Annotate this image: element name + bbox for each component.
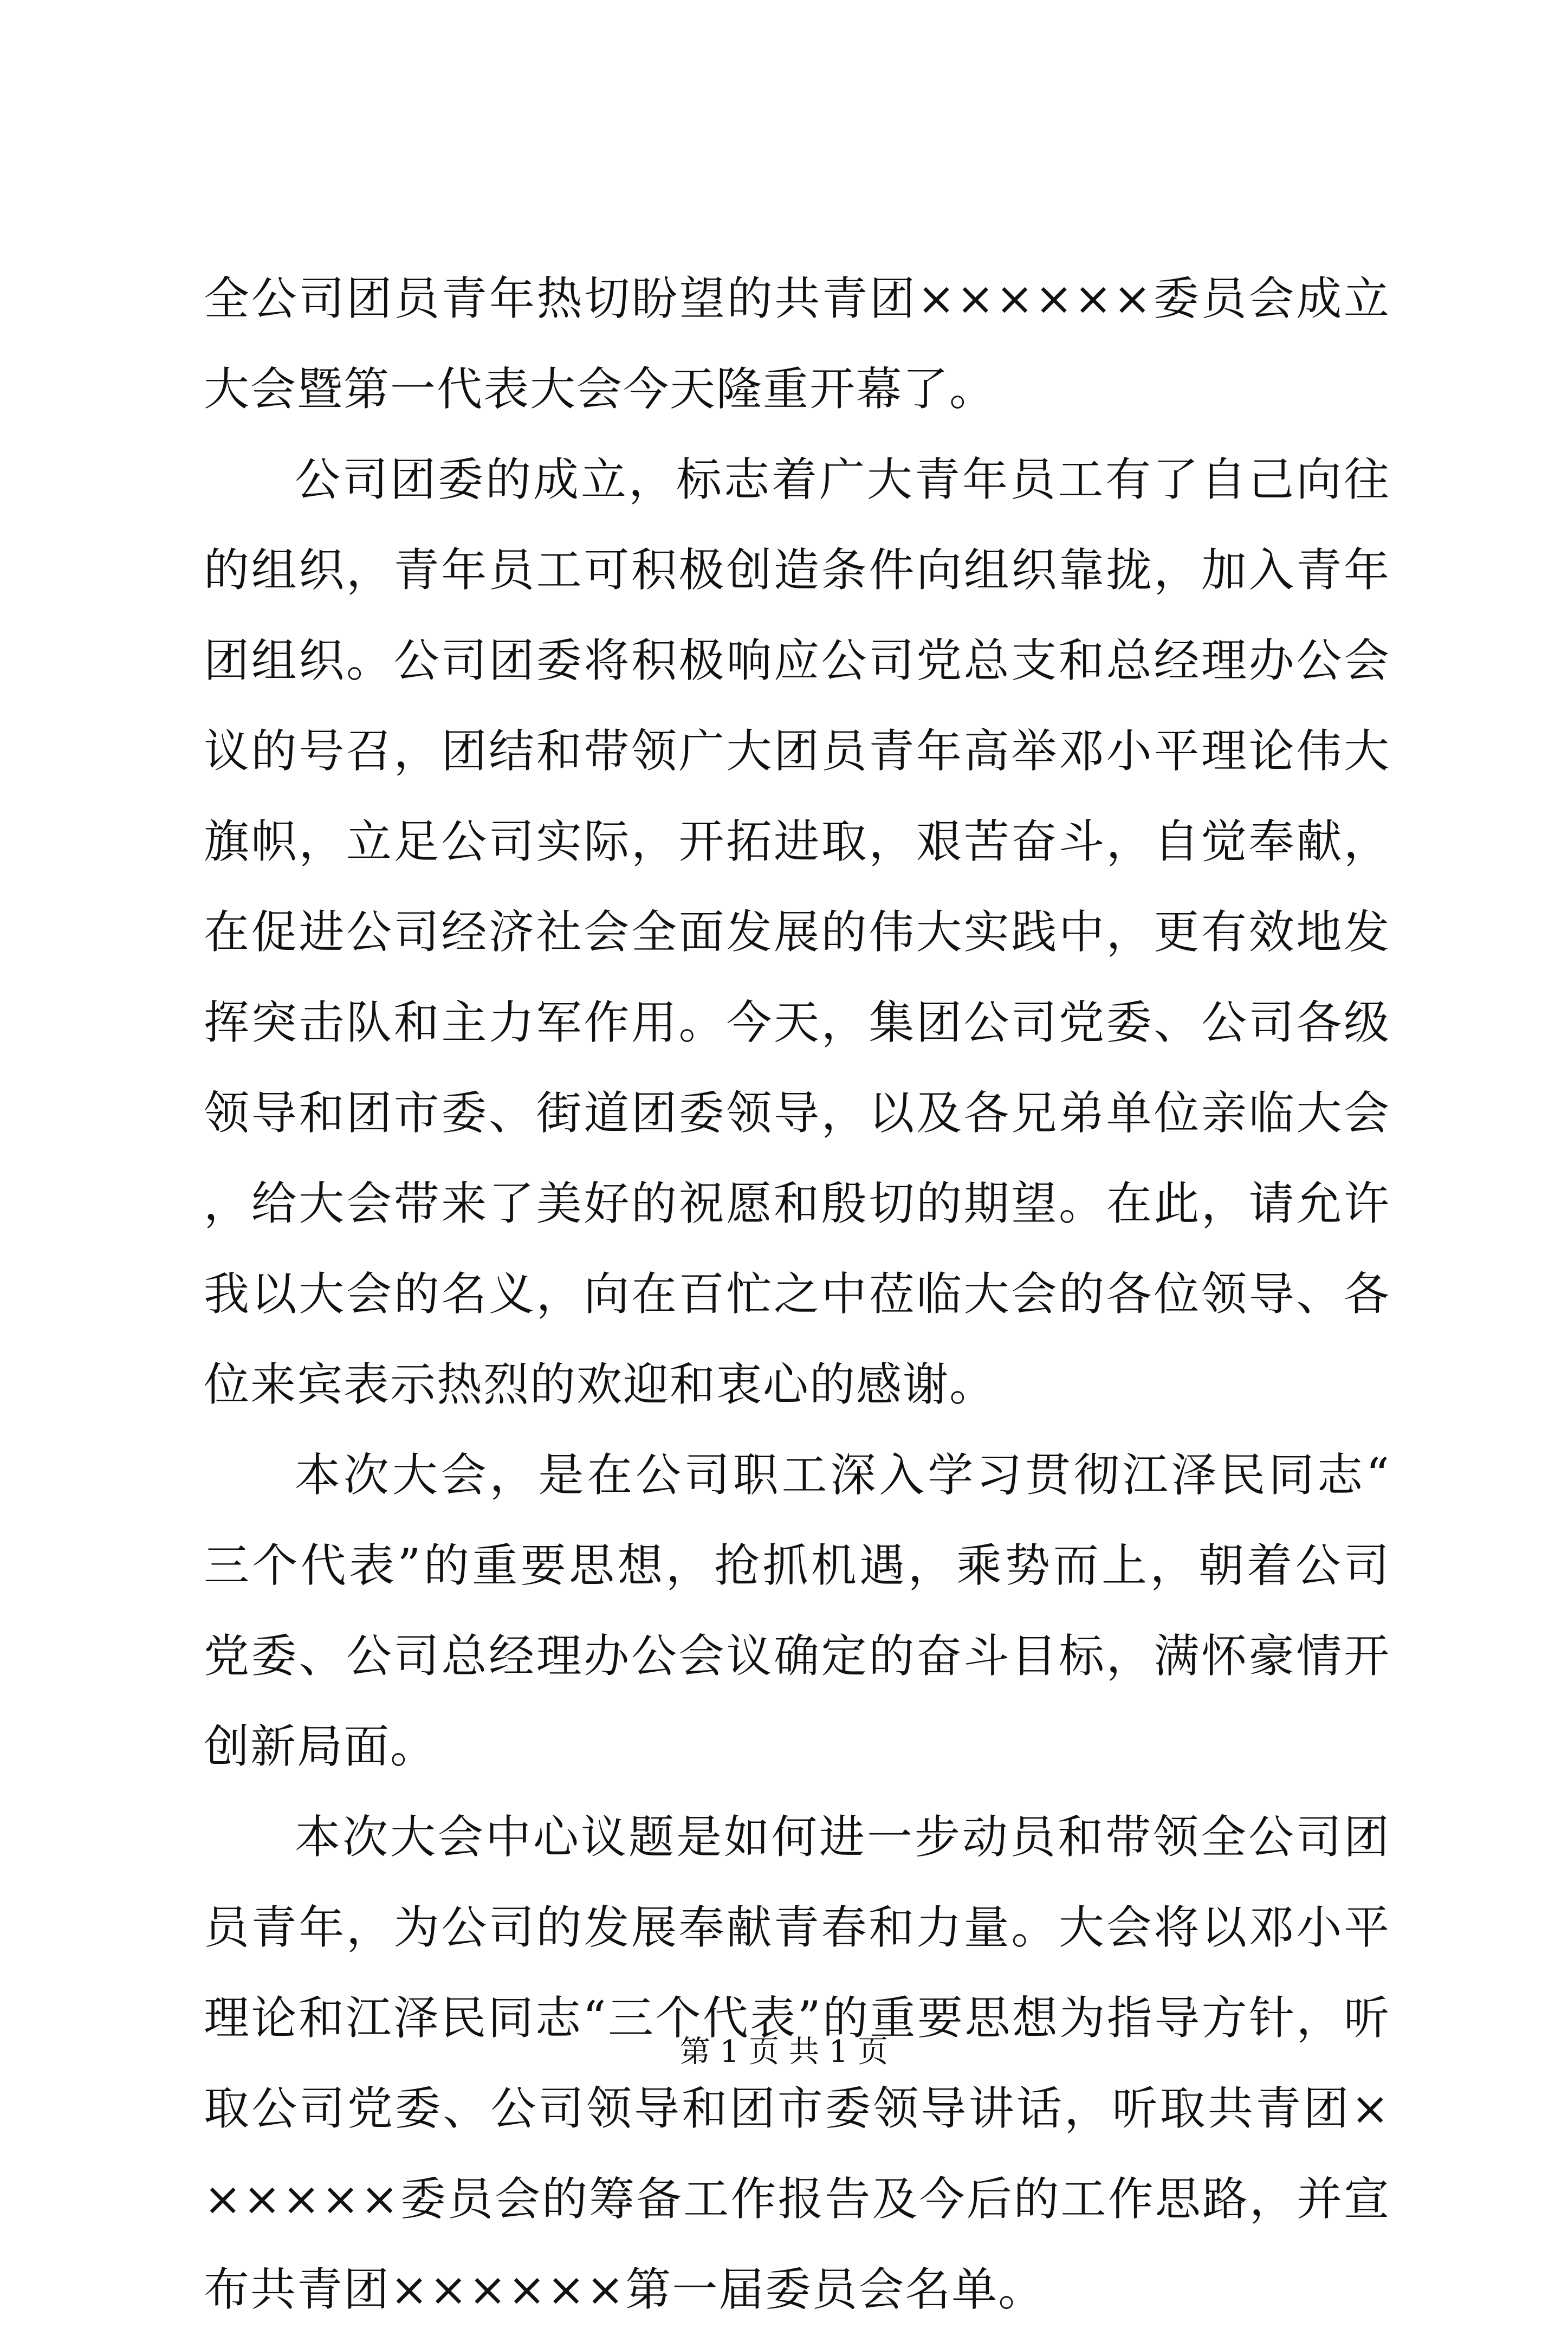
paragraph-committee-founding: 公司团委的成立，标志着广大青年员工有了自己向往的组织，青年员工可积极创造条件向组织靠拢，加入青年团组织。公司团委将积极响应公司党总支和总经理办公会议的号召，团结和带领广大团员青年高举邓小平理论伟大旗帜，立足公司实际，开拓进取，艰苦奋斗，自觉奉献，在促进公司经济社会全面发展的伟大实践中，更有效地发挥突击队和主力军作用。今天，集团公司党委、公司各级领导和团市委、街道团委领导，以及各兄弟单位亲临大会，给大会带来了美好的祝愿和殷切的期望。在此，请允许我以大会的名义，向在百忙之中莅临大会的各位领导、各位来宾表示热烈的欢迎和衷心的感谢。 xyxy=(204,453,1390,1411)
page-number-footer: 第 1 页 共 1 页 xyxy=(679,2034,889,2069)
document-body xyxy=(204,254,1390,2335)
paragraph-opening: 全公司团员青年热切盼望的共青团××××××委员会成立大会暨第一代表大会今天隆重开幕了。 xyxy=(204,272,1390,416)
paragraph-meeting-context: 本次大会，是在公司职工深入学习贯彻江泽民同志“三个代表”的重要思想，抢抓机遇，乘势而上，朝着公司党委、公司总经理办公会议确定的奋斗目标，满怀豪情开创新局面。 xyxy=(204,1448,1390,1773)
paragraph-meeting-agenda: 本次大会中心议题是如何进一步动员和带领全公司团员青年，为公司的发展奉献青春和力量。大会将以邓小平理论和江泽民同志“三个代表”的重要思想为指导方针，听取公司党委、公司领导和团市委领导讲话，听取共青团××××××委员会的筹备工作报告及今后的工作思路，并宣布共青团××××××第一届委员会名单。 xyxy=(204,1810,1390,2316)
